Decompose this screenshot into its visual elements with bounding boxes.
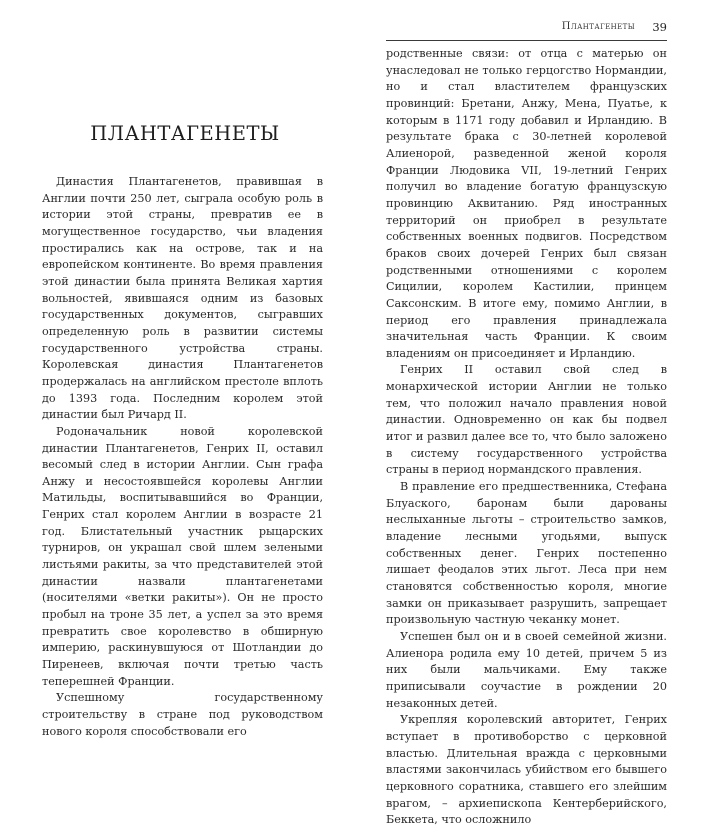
right-page: [355, 0, 711, 827]
left-page: [0, 0, 355, 738]
paragraph: Родоначальник новой королевской династии Плантагенетов, Генрих II, оставил весомый след в истории Англии. Сын графа Анжу и несостоявшейся королевы Англии Матильды, воспитывавшийся во Франции, Генрих стал королем Англии в возрасте 21 год. Блистательный участник рыцарских турниров, он украшал свой шлем зелеными листьями ракиты, за что представителей этой династии назвали плантагенетами (носителями «ветки ракиты»). Он не просто пробыл на троне 35 лет, а успел за это время превратить свое королевство в обширную империю, раскинувшуюся от Шотландии до Пиренеев, включая почти третью часть теперешней Франции.: [42, 424, 323, 688]
running-title: Плантагенеты: [561, 21, 635, 32]
paragraph: Укрепляя королевский авторитет, Генрих вступает в противоборство с церковной властью. Длительная вражда с церковными властями закончилась убийством его бывшего церковного соратника, ставшего его злейшим врагом, – архиепископа Кентерберийского, Беккета, что осложнило: [386, 713, 667, 827]
paragraph: В правление его предшественника, Стефана Блуаского, баронам были дарованы неслыханные льготы – строительство замков, владение лесными угодьями, выпуск собственных денег. Генрих постепенно лишает феодалов этих льгот. Леса при нем становятся собственностью короля, многие замки он приказывает разрушить, запрещает произвольную частную чеканку монет.: [386, 480, 667, 627]
chapter-title: ПЛАНТАГЕНЕТЫ: [90, 122, 280, 145]
paragraph: Успешному государственному строительству в стране под руководством нового короля способствовали его: [42, 691, 323, 738]
paragraph: Династия Плантагенетов, правившая в Англии почти 250 лет, сыграла особую роль в истории этой страны, превратив ее в могущественное государство, чьи владения простирались как на острове, так и на европейском континенте. Во время правления этой династии была принята Великая хартия вольностей, явившаяся одним из базовых государственных документов, сыгравших определенную роль в развитии системы государственного устройства страны. Королевская династия Плантагенетов продержалась на английском престоле вплоть до 1393 года. Последним королем этой династии был Ричард II.: [42, 175, 323, 422]
paragraph: Генрих II оставил свой след в монархической истории Англии не только тем, что положил начало правления новой династии. Одновременно он как бы подвел итог и развил далее все то, что было заложено в систему государственного устройства страны в период нормандского правления.: [386, 363, 667, 477]
running-header: [386, 20, 667, 41]
paragraph: родственные связи: от отца с матерью он унаследовал не только герцогство Нормандии, но и стал властителем французских провинций: Бретани, Анжу, Мена, Пуатье, к которым в 1171 году добавил и Ирландию. В результате брака с 30-летней королевой Алиенорой, разведенной женой короля Франции Людовика VII, 19-летний Генрих получил во владение богатую французскую провинцию Аквитанию. Ряд иностранных территорий он приобрел в результате собственных военных подвигов. Посредством браков своих дочерей Генрих был связан родственными отношениями с королем Сицилии, королем Кастилии, принцем Саксонским. В итоге ему, помимо Англии, в период его правления принадлежала значительная часть Франции. К своим владениям он присоединяет и Ирландию.: [386, 47, 667, 360]
left-page-body: [42, 174, 323, 740]
paragraph: Успешен был он и в своей семейной жизни. Алиенора родила ему 10 детей, причем 5 из них были мальчиками. Ему также приписывали соучастие в рождении 20 незаконных детей.: [386, 629, 667, 710]
page-number: 39: [652, 20, 667, 34]
right-page-body: [386, 46, 667, 829]
